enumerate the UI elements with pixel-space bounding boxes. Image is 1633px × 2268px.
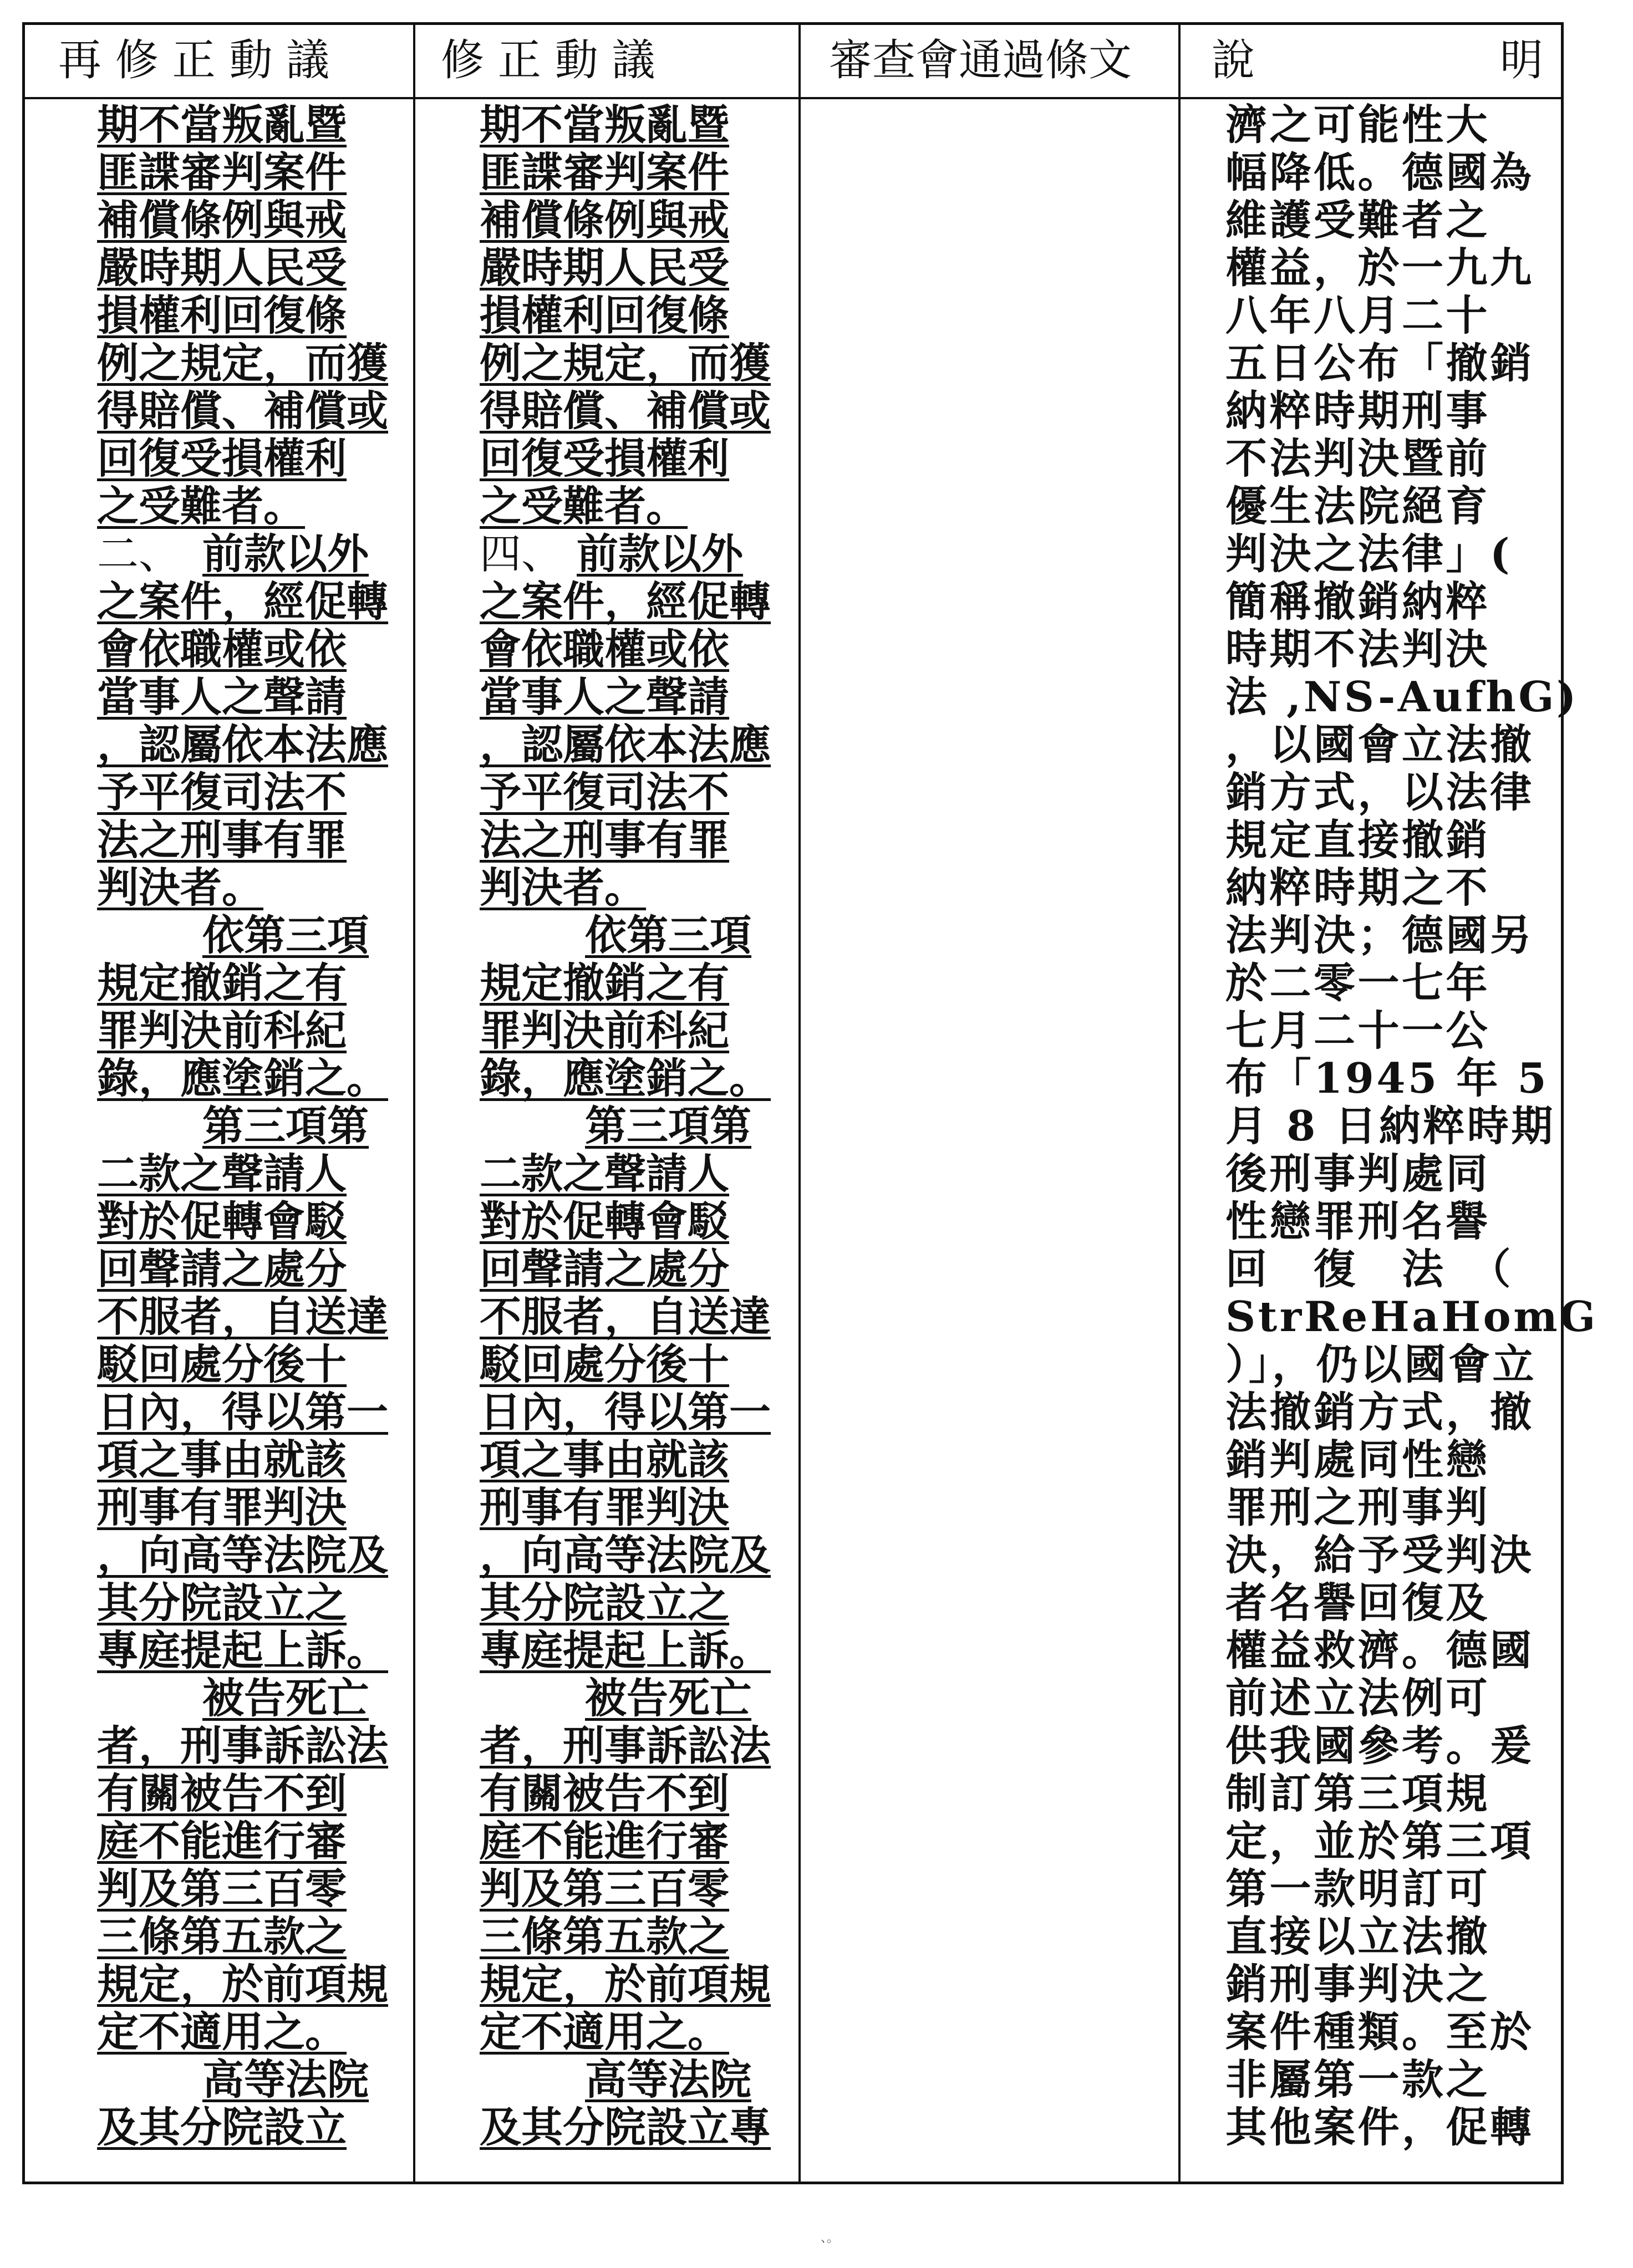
explanation-line xyxy=(1225,960,1547,1007)
text-line xyxy=(480,864,790,912)
item-marker: 四、 xyxy=(480,529,563,578)
text-line xyxy=(480,1866,790,1913)
line-text: 及其分院設立 xyxy=(97,2103,347,2152)
text-line xyxy=(480,1579,790,1627)
explanation-line xyxy=(1225,1198,1547,1246)
line-text: ，向高等法院及 xyxy=(480,1531,771,1579)
line-text: 其分院設立之 xyxy=(480,1578,730,1627)
col2-text xyxy=(480,101,790,2152)
header-rule xyxy=(25,97,1561,99)
explanation-line xyxy=(1225,435,1547,483)
text-line xyxy=(480,1007,790,1055)
text-line xyxy=(97,1150,408,1198)
text-line xyxy=(480,1055,790,1103)
line-text: 得賠償、補償或 xyxy=(480,386,771,435)
line-text: 供我國參考。爰 xyxy=(1225,1721,1534,1770)
line-text: 第三項第 xyxy=(202,1102,369,1150)
line-text: ，向高等法院及 xyxy=(97,1531,389,1579)
line-text: 有關被告不到 xyxy=(97,1769,347,1818)
text-line xyxy=(480,1198,790,1246)
text-line xyxy=(97,674,408,721)
text-line xyxy=(97,1961,408,2009)
line-text: 制訂第三項規 xyxy=(1225,1769,1490,1818)
text-line xyxy=(97,197,408,244)
line-text: 定，並於第三項 xyxy=(1225,1817,1534,1866)
text-line xyxy=(97,2056,408,2104)
explanation-line xyxy=(1225,244,1547,292)
line-text: StrReHaHomG xyxy=(1225,1292,1598,1341)
line-text: 銷方式，以法律 xyxy=(1225,768,1534,817)
explanation-line xyxy=(1225,578,1547,626)
text-line xyxy=(480,1246,790,1293)
line-text: 匪諜審判案件 xyxy=(97,148,347,197)
text-line xyxy=(480,531,790,578)
line-text: 幅降低。德國為 xyxy=(1225,148,1534,197)
header-col3: 審查會通過條文 xyxy=(829,35,1132,85)
line-text: 罪判決前科紀 xyxy=(97,1006,347,1055)
line-text: 依第三項 xyxy=(585,911,752,960)
header-col1: 再 修 正 動 議 xyxy=(58,35,330,85)
line-text: 定不適用之。 xyxy=(480,2007,730,2056)
text-line xyxy=(97,435,408,483)
text-line xyxy=(480,340,790,388)
line-text: 法撤銷方式，撤 xyxy=(1225,1388,1534,1436)
line-text: 對於促轉會駁 xyxy=(480,1197,730,1246)
line-text: 項之事由就該 xyxy=(480,1435,730,1484)
line-text: 優生法院絕育 xyxy=(1225,482,1490,531)
line-text: 有關被告不到 xyxy=(480,1769,730,1818)
line-text: 於二零一七年 xyxy=(1225,959,1490,1007)
text-line xyxy=(480,101,790,149)
line-text: 駁回處分後十 xyxy=(97,1340,347,1389)
line-text: 法之刑事有罪 xyxy=(480,816,730,864)
explanation-line xyxy=(1225,1246,1547,1293)
text-line xyxy=(97,292,408,340)
line-text: 罪刑之刑事判 xyxy=(1225,1483,1490,1532)
line-text: 納粹時期之不 xyxy=(1225,863,1490,912)
text-line xyxy=(97,1579,408,1627)
line-text: 例之規定，而獲 xyxy=(97,339,389,388)
line-text: 之受難者。 xyxy=(480,482,688,531)
text-line xyxy=(480,1818,790,1866)
col4-explanation xyxy=(1225,100,1598,2152)
text-line xyxy=(97,1532,408,1579)
text-line xyxy=(480,960,790,1007)
explanation-line xyxy=(1225,1913,1547,1961)
line-text: 刑事有罪判決 xyxy=(97,1483,347,1532)
text-line xyxy=(480,388,790,435)
text-line xyxy=(480,2009,790,2056)
line-text: 損權利回復條 xyxy=(97,291,347,340)
text-line xyxy=(97,1007,408,1055)
text-line xyxy=(97,340,408,388)
text-line xyxy=(97,960,408,1007)
text-line xyxy=(480,674,790,721)
line-text: 決，給予受判決 xyxy=(1225,1531,1534,1579)
col1-text xyxy=(97,101,408,2152)
line-text: 者名譽回復及 xyxy=(1225,1578,1490,1627)
text-line xyxy=(97,2009,408,2056)
text-line xyxy=(480,1722,790,1770)
line-text: 回聲請之處分 xyxy=(480,1245,730,1293)
text-line xyxy=(97,626,408,674)
explanation-line xyxy=(1225,1961,1547,2009)
text-line xyxy=(97,1627,408,1675)
column-divider xyxy=(413,25,415,2182)
line-text: 匪諜審判案件 xyxy=(480,148,730,197)
text-line xyxy=(480,435,790,483)
line-text: 二款之聲請人 xyxy=(480,1149,730,1198)
text-line xyxy=(480,1627,790,1675)
explanation-line xyxy=(1225,1292,1598,1341)
line-text: 專庭提起上訴。 xyxy=(480,1626,771,1675)
explanation-line xyxy=(1225,1579,1547,1627)
line-text: 法判決；德國另 xyxy=(1225,911,1534,960)
line-text: 納粹時期刑事 xyxy=(1225,386,1490,435)
line-text: 損權利回復條 xyxy=(480,291,730,340)
explanation-line xyxy=(1225,1150,1547,1198)
line-text: 案件種類。至於 xyxy=(1225,2007,1534,2056)
text-line xyxy=(480,1961,790,2009)
line-text: 直接以立法撤 xyxy=(1225,1912,1490,1961)
text-line xyxy=(480,1675,790,1722)
line-text: 回聲請之處分 xyxy=(97,1245,347,1293)
text-line xyxy=(97,864,408,912)
line-text: 補償條例與戒 xyxy=(480,196,730,244)
explanation-line xyxy=(1225,1484,1547,1532)
line-text: 前款以外 xyxy=(577,529,744,578)
explanation-line xyxy=(1225,1532,1547,1579)
text-line xyxy=(97,721,408,769)
text-line xyxy=(97,912,408,960)
explanation-line xyxy=(1225,912,1547,960)
text-line xyxy=(480,197,790,244)
line-text: 期不當叛亂暨 xyxy=(97,100,347,149)
explanation-line xyxy=(1225,101,1547,149)
line-text: 駁回處分後十 xyxy=(480,1340,730,1389)
explanation-line xyxy=(1225,1675,1547,1722)
text-line xyxy=(480,149,790,197)
explanation-line xyxy=(1225,2104,1547,2152)
explanation-line xyxy=(1225,340,1547,388)
text-line xyxy=(97,1055,408,1103)
line-text: 高等法院 xyxy=(202,2055,369,2104)
line-text: 非屬第一款之 xyxy=(1225,2055,1490,2104)
line-text: 不服者，自送達 xyxy=(97,1292,389,1341)
text-line xyxy=(480,912,790,960)
line-text: 對於促轉會駁 xyxy=(97,1197,347,1246)
header-col4-right: 明 xyxy=(1500,35,1544,85)
line-text: 三條第五款之 xyxy=(480,1912,730,1961)
line-text: 被告死亡 xyxy=(202,1674,369,1722)
text-line xyxy=(480,2104,790,2152)
line-text: 判決者。 xyxy=(97,863,264,912)
line-text: 專庭提起上訴。 xyxy=(97,1626,389,1675)
line-text: 項之事由就該 xyxy=(97,1435,347,1484)
text-line xyxy=(97,769,408,817)
line-text: 濟之可能性大 xyxy=(1225,100,1490,149)
line-text: 規定撤銷之有 xyxy=(480,959,730,1007)
line-text: 判決之法律」( xyxy=(1225,529,1512,578)
line-text: 權益，於一九九 xyxy=(1225,243,1534,292)
line-text: 權益救濟。德國 xyxy=(1225,1626,1534,1675)
line-text: 前述立法例可 xyxy=(1225,1674,1490,1722)
text-line xyxy=(480,721,790,769)
scan-mark: 、。 xyxy=(821,2231,840,2245)
explanation-line xyxy=(1225,721,1547,769)
line-text: 簡稱撤銷納粹 xyxy=(1225,577,1490,626)
explanation-line xyxy=(1225,149,1547,197)
column-divider xyxy=(798,25,801,2182)
text-line xyxy=(97,1675,408,1722)
explanation-line xyxy=(1225,817,1547,864)
line-text: 依第三項 xyxy=(202,911,369,960)
line-text: 布「1945 年 5 xyxy=(1225,1054,1549,1103)
item-marker: 二、 xyxy=(97,529,181,578)
text-line xyxy=(97,388,408,435)
text-line xyxy=(480,483,790,531)
text-line xyxy=(97,1341,408,1389)
text-line xyxy=(97,483,408,531)
explanation-line xyxy=(1225,1341,1547,1389)
text-line xyxy=(480,1103,790,1150)
explanation-line xyxy=(1225,2009,1547,2056)
line-text: 當事人之聲請 xyxy=(97,672,347,721)
line-text: 會依職權或依 xyxy=(480,625,730,674)
line-text: ，認屬依本法應 xyxy=(480,720,771,769)
line-text: 回復受損權利 xyxy=(97,434,347,483)
line-text: 期不當叛亂暨 xyxy=(480,100,730,149)
text-line xyxy=(97,1436,408,1484)
explanation-line xyxy=(1225,1102,1555,1150)
text-line xyxy=(97,1818,408,1866)
line-text: 嚴時期人民受 xyxy=(97,243,347,292)
line-text: 刑事有罪判決 xyxy=(480,1483,730,1532)
line-text: 會依職權或依 xyxy=(97,625,347,674)
line-text: 其他案件，促轉 xyxy=(1225,2103,1534,2152)
line-text: 補償條例與戒 xyxy=(97,196,347,244)
explanation-line xyxy=(1225,1818,1547,1866)
line-text: 規定撤銷之有 xyxy=(97,959,347,1007)
explanation-line xyxy=(1225,1389,1547,1436)
line-text: 不服者，自送達 xyxy=(480,1292,771,1341)
text-line xyxy=(97,1770,408,1818)
line-text: 得賠償、補償或 xyxy=(97,386,389,435)
line-text: 第一款明訂可 xyxy=(1225,1864,1490,1913)
text-line xyxy=(480,626,790,674)
explanation-line xyxy=(1225,388,1547,435)
text-line xyxy=(97,531,408,578)
line-text: 判及第三百零 xyxy=(97,1864,347,1913)
text-line xyxy=(97,1293,408,1341)
line-text: 及其分院設立專 xyxy=(480,2103,771,2152)
line-text: 第三項第 xyxy=(585,1102,752,1150)
explanation-line xyxy=(1225,483,1547,531)
document-table xyxy=(22,22,1598,2184)
explanation-line xyxy=(1225,769,1547,817)
text-line xyxy=(97,1866,408,1913)
text-line xyxy=(97,1913,408,1961)
line-text: 日內，得以第一 xyxy=(480,1388,771,1436)
text-line xyxy=(480,1293,790,1341)
line-text: 嚴時期人民受 xyxy=(480,243,730,292)
text-line xyxy=(480,769,790,817)
text-line xyxy=(97,817,408,864)
line-text: 判決者。 xyxy=(480,863,647,912)
text-line xyxy=(97,1484,408,1532)
line-text: 高等法院 xyxy=(585,2055,752,2104)
explanation-line xyxy=(1225,1770,1547,1818)
text-line xyxy=(97,101,408,149)
line-text: 錄，應塗銷之。 xyxy=(480,1054,771,1103)
line-text: 其分院設立之 xyxy=(97,1578,347,1627)
line-text: 之受難者。 xyxy=(97,482,306,531)
line-text: 時期不法判決 xyxy=(1225,625,1490,674)
text-line xyxy=(480,1341,790,1389)
line-text: 罪判決前科紀 xyxy=(480,1006,730,1055)
text-line xyxy=(97,1103,408,1150)
explanation-line xyxy=(1225,531,1547,578)
line-text: 八年八月二十 xyxy=(1225,291,1490,340)
line-text: 例之規定，而獲 xyxy=(480,339,771,388)
line-text: 銷判處同性戀 xyxy=(1225,1435,1490,1484)
explanation-line xyxy=(1225,1436,1547,1484)
line-text: 後刑事判處同 xyxy=(1225,1149,1490,1198)
explanation-line xyxy=(1225,1627,1547,1675)
line-text: 予平復司法不 xyxy=(480,768,730,817)
line-text: 前款以外 xyxy=(202,529,369,578)
line-text: 月 8 日納粹時期 xyxy=(1225,1102,1555,1150)
line-text: 法 ,NS-AufhG) xyxy=(1225,672,1579,721)
line-text: 判及第三百零 xyxy=(480,1864,730,1913)
text-line xyxy=(97,244,408,292)
line-text: 規定，於前項規 xyxy=(97,1960,389,2009)
line-text: 者，刑事訴訟法 xyxy=(480,1721,771,1770)
explanation-line xyxy=(1225,672,1579,721)
text-line xyxy=(480,1913,790,1961)
line-text: 之案件，經促轉 xyxy=(97,577,389,626)
line-text: 之案件，經促轉 xyxy=(480,577,771,626)
header-col2: 修 正 動 議 xyxy=(441,35,655,85)
text-line xyxy=(480,2056,790,2104)
text-line xyxy=(97,1722,408,1770)
line-text: 錄，應塗銷之。 xyxy=(97,1054,389,1103)
explanation-line xyxy=(1225,1722,1547,1770)
line-text: 予平復司法不 xyxy=(97,768,347,817)
text-line xyxy=(97,1198,408,1246)
text-line xyxy=(97,1389,408,1436)
line-text: ）」，仍以國會立 xyxy=(1225,1340,1537,1389)
explanation-line xyxy=(1225,292,1547,340)
line-text: 性戀罪刑名譽 xyxy=(1225,1197,1490,1246)
line-text: 五日公布「撤銷 xyxy=(1225,339,1534,388)
column-divider xyxy=(1178,25,1181,2182)
line-text: 庭不能進行審 xyxy=(97,1817,347,1866)
explanation-line xyxy=(1225,1866,1547,1913)
explanation-line xyxy=(1225,1007,1547,1055)
line-text: 日內，得以第一 xyxy=(97,1388,389,1436)
line-text: 規定直接撤銷 xyxy=(1225,816,1490,864)
line-text: 定不適用之。 xyxy=(97,2007,347,2056)
text-line xyxy=(480,1436,790,1484)
explanation-line xyxy=(1225,864,1547,912)
text-line xyxy=(480,1484,790,1532)
text-line xyxy=(480,1770,790,1818)
text-line xyxy=(480,244,790,292)
line-text: 回復受損權利 xyxy=(480,434,730,483)
line-text: 二款之聲請人 xyxy=(97,1149,347,1198)
line-text: 不法判決暨前 xyxy=(1225,434,1490,483)
text-line xyxy=(480,1389,790,1436)
explanation-line xyxy=(1225,626,1547,674)
line-text: 維護受難者之 xyxy=(1225,196,1490,244)
line-text: ，以國會立法撤 xyxy=(1225,720,1534,769)
text-line xyxy=(97,2104,408,2152)
line-text: 當事人之聲請 xyxy=(480,672,730,721)
text-line xyxy=(97,1246,408,1293)
line-text: 銷刑事判決之 xyxy=(1225,1960,1490,2009)
text-line xyxy=(97,149,408,197)
line-text: 庭不能進行審 xyxy=(480,1817,730,1866)
line-text: ，認屬依本法應 xyxy=(97,720,389,769)
text-line xyxy=(480,1150,790,1198)
text-line xyxy=(480,578,790,626)
line-text: 法之刑事有罪 xyxy=(97,816,347,864)
text-line xyxy=(480,817,790,864)
line-text: 七月二十一公 xyxy=(1225,1006,1490,1055)
line-text: 三條第五款之 xyxy=(97,1912,347,1961)
line-text: 被告死亡 xyxy=(585,1674,752,1722)
explanation-line xyxy=(1225,1055,1547,1103)
explanation-line xyxy=(1225,2056,1547,2104)
line-text: 規定，於前項規 xyxy=(480,1960,771,2009)
text-line xyxy=(480,1532,790,1579)
text-line xyxy=(97,578,408,626)
line-text: 回 復 法 （ xyxy=(1225,1245,1514,1293)
line-text: 者，刑事訴訟法 xyxy=(97,1721,389,1770)
header-col4-left: 說 xyxy=(1212,35,1255,85)
text-line xyxy=(480,292,790,340)
explanation-line xyxy=(1225,197,1547,244)
